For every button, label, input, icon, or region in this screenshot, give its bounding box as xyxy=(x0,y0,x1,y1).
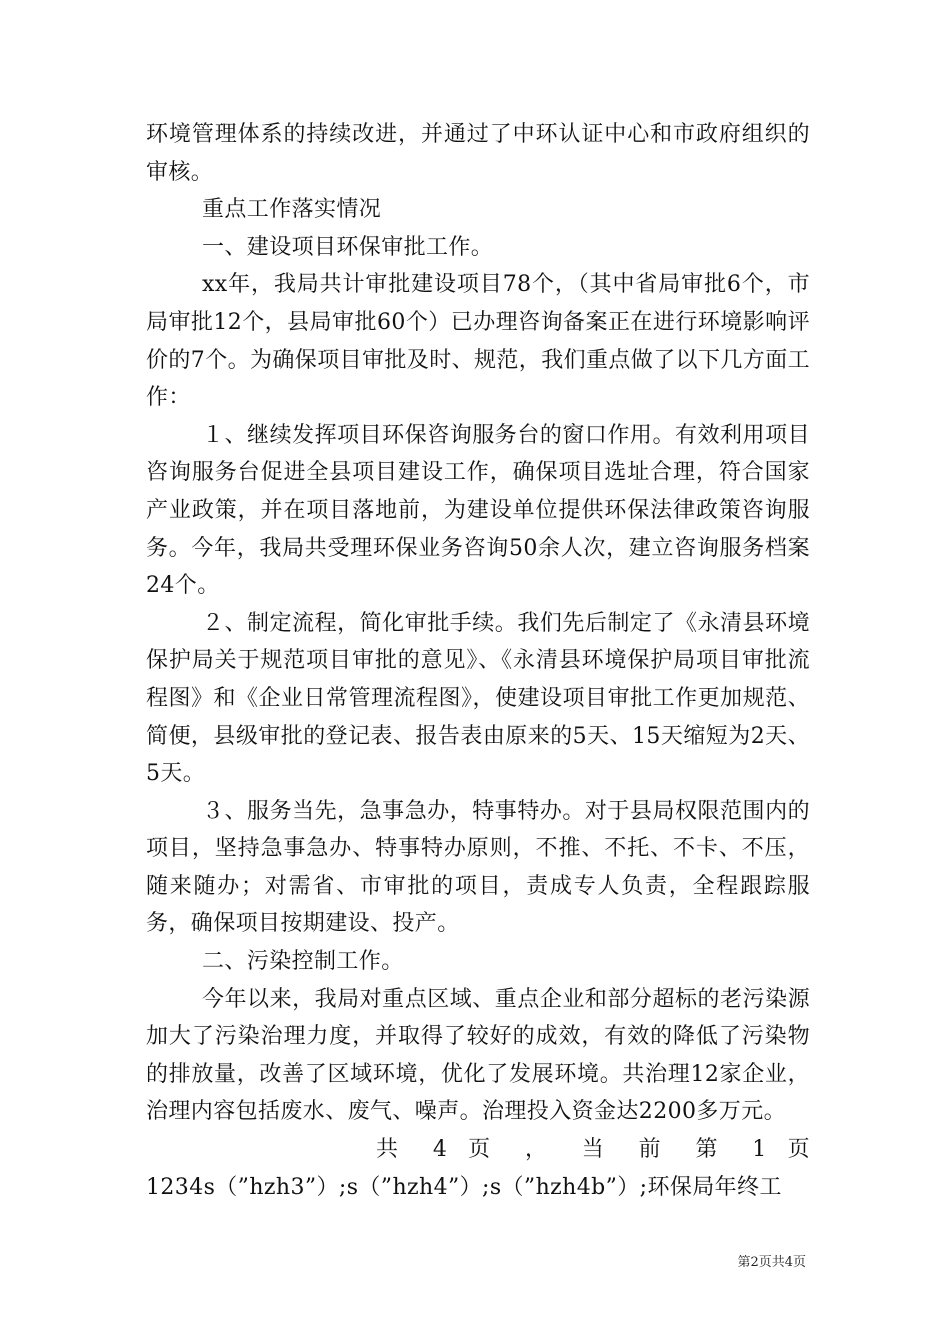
section-heading: 重点工作落实情况 xyxy=(202,197,382,223)
page-count-line: 共 4 页 ， 当 前 第 1 页 xyxy=(376,1137,810,1163)
subsection-heading-2: 二、污染控制工作。 xyxy=(202,949,404,975)
paragraph-item-1: １、继续发挥项目环保咨询服务台的窗口作用。有效利用项目咨询服务台促进全县项目建设工作，确保项目选址合理，符合国家产业政策，并在项目落地前，为建设单位提供环保法律政策咨询服务。今年，我局共受理环保业务咨询50余人次，建立咨询服务档案24个。 xyxy=(146,422,810,599)
page-footer: 第2页共4页 xyxy=(737,1255,806,1270)
paragraph-approval-summary: xx年，我局共计审批建设项目78个，（其中省局审批6个，市局审批12个，县局审批60个）已办理咨询备案正在进行环境影响评价的7个。为确保项目审批及时、规范，我们重点做了以下几方面工作： xyxy=(146,272,810,411)
document-body xyxy=(146,116,810,1206)
paragraph-item-3: ３、服务当先，急事急办，特事特办。对于县局权限范围内的项目，坚持急事急办、特事特办原则，不推、不托、不卡、不压，随来随办；对需省、市审批的项目，责成专人负责，全程跟踪服务，确保项目按期建设、投产。 xyxy=(146,798,810,937)
paragraph-continued: 环境管理体系的持续改进，并通过了中环认证中心和市政府组织的审核。 xyxy=(146,122,810,185)
paragraph-pollution-control: 今年以来，我局对重点区域、重点企业和部分超标的老污染源加大了污染治理力度，并取得了较好的成效，有效的降低了污染物的排放量，改善了区域环境，优化了发展环境。共治理12家企业，治理内容包括废水、废气、噪声。治理投入资金达2200多万元。 xyxy=(146,986,810,1125)
paragraph-item-2: ２、制定流程，简化审批手续。我们先后制定了《永清县环境保护局关于规范项目审批的意见》、《永清县环境保护局项目审批流程图》和《企业日常管理流程图》，使建设项目审批工作更加规范、简便，县级审批的登记表、报告表由原来的5天、15天缩短为2天、5天。 xyxy=(146,610,810,787)
trailing-code-line: 1234s（”hzh3”）;s（”hzh4”）;s（”hzh4b”）;环保局年终工 xyxy=(146,1174,782,1200)
subsection-heading-1: 一、建设项目环保审批工作。 xyxy=(202,234,494,260)
